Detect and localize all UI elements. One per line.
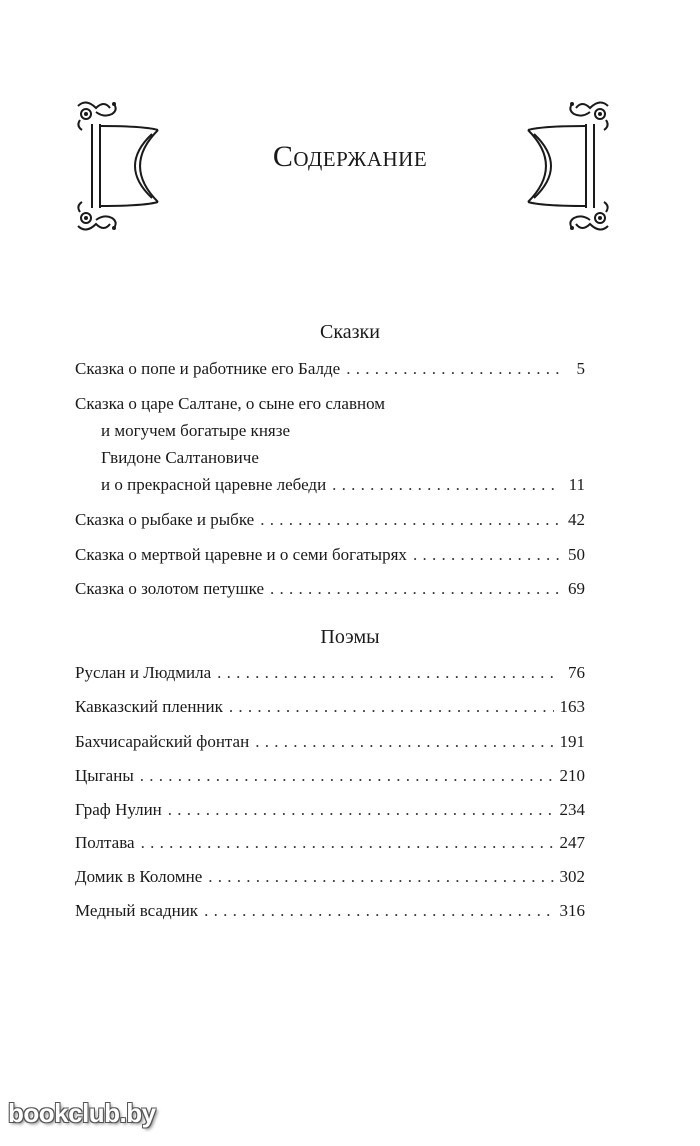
toc-entry[interactable] xyxy=(75,506,585,533)
leader-dots xyxy=(413,541,559,568)
toc-entry-page: 69 xyxy=(568,579,585,598)
toc-entry[interactable] xyxy=(75,541,585,568)
toc-entry[interactable] xyxy=(75,728,585,755)
toc-entry[interactable] xyxy=(75,897,585,924)
section-title-tales: Сказки xyxy=(320,321,380,343)
toc-entry-title: Сказка о попе и работнике его Балде xyxy=(75,359,341,378)
toc-entry[interactable] xyxy=(75,796,585,823)
toc-entry[interactable] xyxy=(75,390,585,498)
toc-entry-page: 316 xyxy=(559,901,585,920)
toc-entry-page: 247 xyxy=(559,833,585,852)
leader-dots xyxy=(141,829,554,856)
toc-entry-page: 42 xyxy=(568,510,585,529)
toc-entry-page: 5 xyxy=(576,359,585,378)
toc-entry[interactable] xyxy=(75,863,585,890)
toc-entry-title: Сказка о мертвой царевне и о семи богатырях xyxy=(75,545,407,564)
leader-dots xyxy=(229,693,554,720)
toc-entry[interactable] xyxy=(75,829,585,856)
toc-entry-page: 76 xyxy=(568,663,585,682)
toc-entry-page: 191 xyxy=(559,732,585,751)
toc-entry-page: 210 xyxy=(559,766,585,785)
toc-entry-title: Полтава xyxy=(75,833,135,852)
toc-entry-title: Бахчисарайский фонтан xyxy=(75,732,250,751)
section-title-poems: Поэмы xyxy=(320,626,380,648)
toc-entry[interactable] xyxy=(75,762,585,789)
toc-entry-title: Домик в Коломне xyxy=(75,867,203,886)
leader-dots xyxy=(204,897,553,924)
toc-entry-page: 50 xyxy=(568,545,585,564)
toc-entry-title-continued: и могучем богатыре князе xyxy=(101,421,290,440)
leader-dots xyxy=(332,471,559,498)
leader-dots xyxy=(255,728,553,755)
toc-entry-title: Сказка о царе Салтане, о сыне его славном xyxy=(75,394,386,413)
leader-dots xyxy=(270,575,559,602)
leader-dots xyxy=(208,863,553,890)
toc-entry-title: Кавказский пленник xyxy=(75,697,223,716)
toc-entry-title: Медный всадник xyxy=(75,901,199,920)
leader-dots xyxy=(346,355,559,382)
watermark: bookclub.by xyxy=(8,1098,156,1128)
toc-entry-title-continued: и о прекрасной царевне лебеди xyxy=(101,475,327,494)
leader-dots xyxy=(260,506,559,533)
toc-entry[interactable] xyxy=(75,659,585,686)
toc-entry-title: Руслан и Людмила xyxy=(75,663,212,682)
toc-entry[interactable] xyxy=(75,575,585,602)
toc-entry-title: Граф Нулин xyxy=(75,800,162,819)
toc-entry-title: Сказка о рыбаке и рыбке xyxy=(75,510,255,529)
leader-dots xyxy=(217,659,559,686)
leader-dots xyxy=(140,762,554,789)
toc-entry-page: 234 xyxy=(559,800,585,819)
toc-entry-title: Сказка о золотом петушке xyxy=(75,579,265,598)
toc-entry-title: Цыганы xyxy=(75,766,134,785)
toc-entry-title-continued: Гвидоне Салтановиче xyxy=(101,448,259,467)
toc-entry-page: 163 xyxy=(559,697,585,716)
page-title: Содержание xyxy=(272,140,428,173)
toc-entry[interactable] xyxy=(75,355,585,382)
toc-entry-page: 302 xyxy=(559,867,585,886)
toc-entry-page: 11 xyxy=(568,475,585,494)
leader-dots xyxy=(168,796,554,823)
toc-entry[interactable] xyxy=(75,693,585,720)
